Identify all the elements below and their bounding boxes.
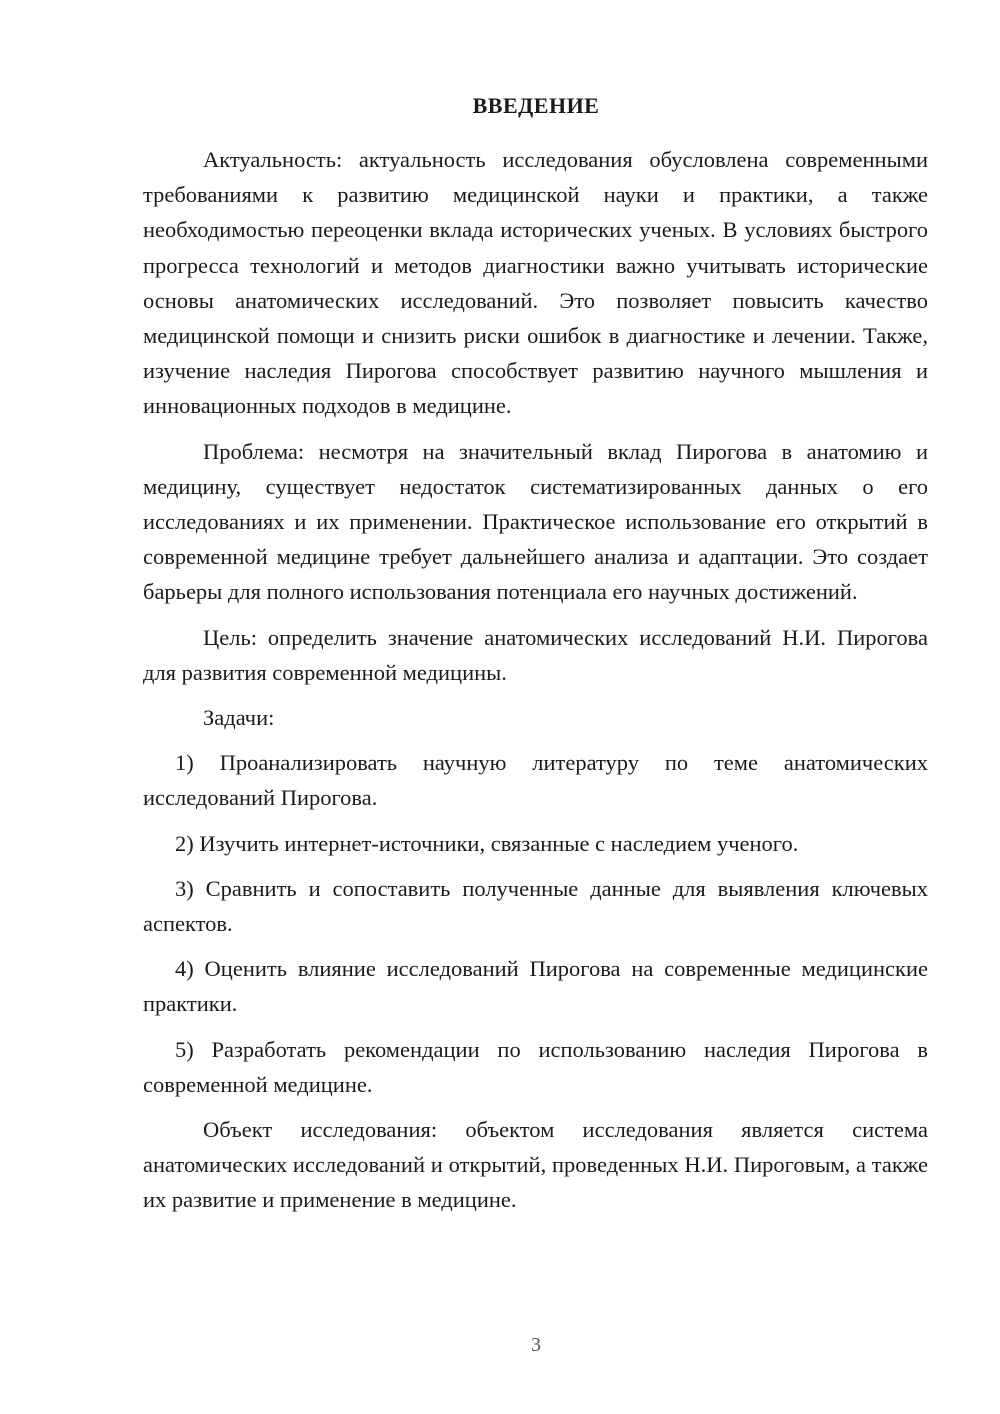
page-number: 3	[531, 1334, 541, 1356]
paragraph-goal: Цель: определить значение анатомических исследований Н.И. Пирогова для развития современной медицины.	[143, 624, 928, 685]
task-item-4: 4) Оценить влияние исследований Пирогова на современные медицинские практики.	[143, 956, 928, 1017]
task-item-5: 5) Разработать рекомендации по использованию наследия Пирогова в современной медицине.	[143, 1036, 928, 1097]
paragraph-problem: Проблема: несмотря на значительный вклад Пирогова в анатомию и медицину, существует недостаток систематизированных данных о его исследованиях и их применении. Практическое использование его открытий в современной медицине требует дальнейшего анализа и адаптации. Это создает барьеры для полного использования потенциала его научных достижений.	[143, 438, 928, 605]
paragraph-object: Объект исследования: объектом исследования является система анатомических исследований и открытий, проведенных Н.И. Пироговым, а также их развитие и применение в медицине.	[143, 1117, 928, 1213]
document-body	[143, 142, 928, 1218]
section-heading: ВВЕДЕНИЕ	[472, 93, 600, 118]
paragraph-relevance: Актуальность: актуальность исследования обусловлена современными требованиями к развитию медицинской науки и практики, а также необходимостью переоценки вклада исторических ученых. В условиях быстрого прогресса технологий и методов диагностики важно учитывать исторические основы анатомических исследований. Это позволяет повысить качество медицинской помощи и снизить риски ошибок в диагностике и лечении. Также, изучение наследия Пирогова способствует развитию научного мышления и инновационных подходов в медицине.	[143, 147, 928, 419]
task-item-1: 1) Проанализировать научную литературу по теме анатомических исследований Пирогова.	[143, 750, 928, 811]
task-item-3: 3) Сравнить и сопоставить полученные данные для выявления ключевых аспектов.	[143, 875, 928, 937]
task-item-2: 2) Изучить интернет-источники, связанные с наследием ученого.	[175, 830, 799, 856]
paragraph-tasks-label: Задачи:	[203, 705, 275, 731]
